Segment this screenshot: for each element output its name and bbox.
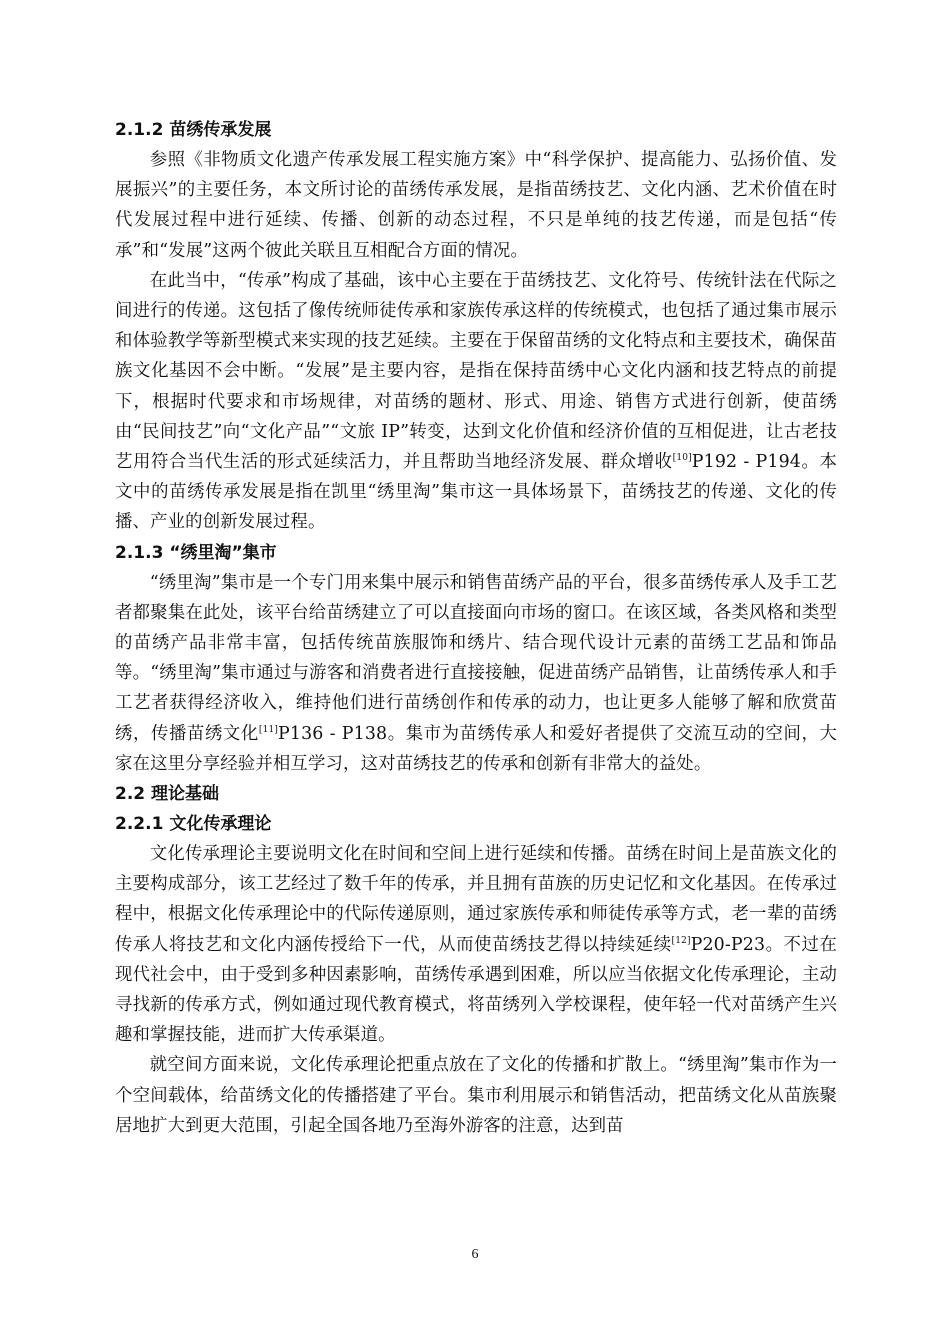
- paragraph-text: P20-P23。不过在现代社会中，由于受到多种因素影响，苗绣传承遇到困难，所以应当依据文化传承理论，主动寻找新的传承方式，例如通过现代教育模式，将苗绣列入学校课程，使年轻一代对苗绣产生兴趣和掌握技能，进而扩大传承渠道。: [115, 934, 838, 1046]
- section-heading-2-1-3: 2.1.3 “绣里淘”集市: [115, 542, 277, 563]
- section-heading-2-2: 2.2 理论基础: [115, 784, 220, 805]
- paragraph-market: [115, 568, 837, 779]
- paragraph-inheritance-development: [115, 266, 837, 538]
- paragraph-cultural-theory-space: 就空间方面来说，文化传承理论把重点放在了文化的传播和扩散上。“绣里淘”集市作为一个空间载体，给苗绣文化的传播搭建了平台。集市利用展示和销售活动，把苗绣文化从苗族聚居地扩大到更大范围，引起全国各地乃至海外游客的注意，达到苗: [115, 1055, 837, 1136]
- page-number: 6: [471, 1247, 479, 1262]
- paragraph-text: “绣里淘”集市是一个专门用来集中展示和销售苗绣产品的平台，很多苗绣传承人及手工艺者都聚集在此处，该平台给苗绣建立了可以直接面向市场的窗口。在该区域，各类风格和类型的苗绣产品非常丰富，包括传统苗族服饰和绣片、结合现代设计元素的苗绣工艺品和饰品等。“绣里淘”集市通过与游客和消费者进行直接接触，促进苗绣产品销售，让苗绣传承人和手工艺者获得经济收入，维持他们进行苗绣创作和传承的动力，也让更多人能够了解和欣赏苗绣，传播苗绣文化: [115, 572, 837, 744]
- page-body: [115, 115, 837, 1141]
- citation-ref: [11]: [258, 724, 278, 735]
- paragraph-definition: 参照《非物质文化遗产传承发展工程实施方案》中“科学保护、提高能力、弘扬价值、发展振兴”的主要任务，本文所讨论的苗绣传承发展，是指苗绣技艺、文化内涵、艺术价值在时代发展过程中进行延续、传播、创新的动态过程，不只是单纯的技艺传递，而是包括“传承”和“发展”这两个彼此关联且互相配合方面的情况。: [115, 150, 837, 261]
- paragraph-text: 文化传承理论主要说明文化在时间和空间上进行延续和传播。苗绣在时间上是苗族文化的主要构成部分，该工艺经过了数千年的传承，并且拥有苗族的历史记忆和文化基因。在传承过程中，根据文化传承理论中的代际传递原则，通过家族传承和师徒传承等方式，老一辈的苗绣传承人将技艺和文化内涵传授给下一代，从而使苗绣技艺得以持续延续: [115, 844, 837, 955]
- citation-ref: [12]: [671, 935, 691, 946]
- paragraph-text: 在此当中，“传承”构成了基础，该中心主要在于苗绣技艺、文化符号、传统针法在代际之间进行的传递。这包括了像传统师徒传承和家族传承这样的传统模式，也包括了通过集市展示和体验教学等新型模式来实现的技艺延续。主要在于保留苗绣的文化特点和主要技术，确保苗族文化基因不会中断。“发展”是主要内容，是指在保持苗绣中心文化内涵和技艺特点的前提下，根据时代要求和市场规律，对苗绣的题材、形式、用途、销售方式进行创新，使苗绣由“民间技艺”向“文化产品”“文旅 IP”转变，达到文化价值和经济价值的互相促进，让古老技艺用符合当代生活的形式延续活力，并且帮助当地经济发展、群众增收: [115, 270, 837, 473]
- citation-ref: [10]: [672, 453, 692, 464]
- paragraph-text: P136 - P138。集市为苗绣传承人和爱好者提供了交流互动的空间，大家在这里分享经验并相互学习，这对苗绣技艺的传承和创新有非常大的益处。: [115, 723, 838, 774]
- paragraph-cultural-theory-time: [115, 839, 837, 1050]
- section-heading-2-1-2: 2.1.2 苗绣传承发展: [115, 120, 272, 140]
- section-heading-2-2-1: 2.2.1 文化传承理论: [115, 814, 272, 835]
- paragraph-text: P192 - P194。本文中的苗绣传承发展是指在凯里“绣里淘”集市这一具体场景下，苗绣技艺的传递、文化的传播、产业的创新发展过程。: [115, 452, 837, 533]
